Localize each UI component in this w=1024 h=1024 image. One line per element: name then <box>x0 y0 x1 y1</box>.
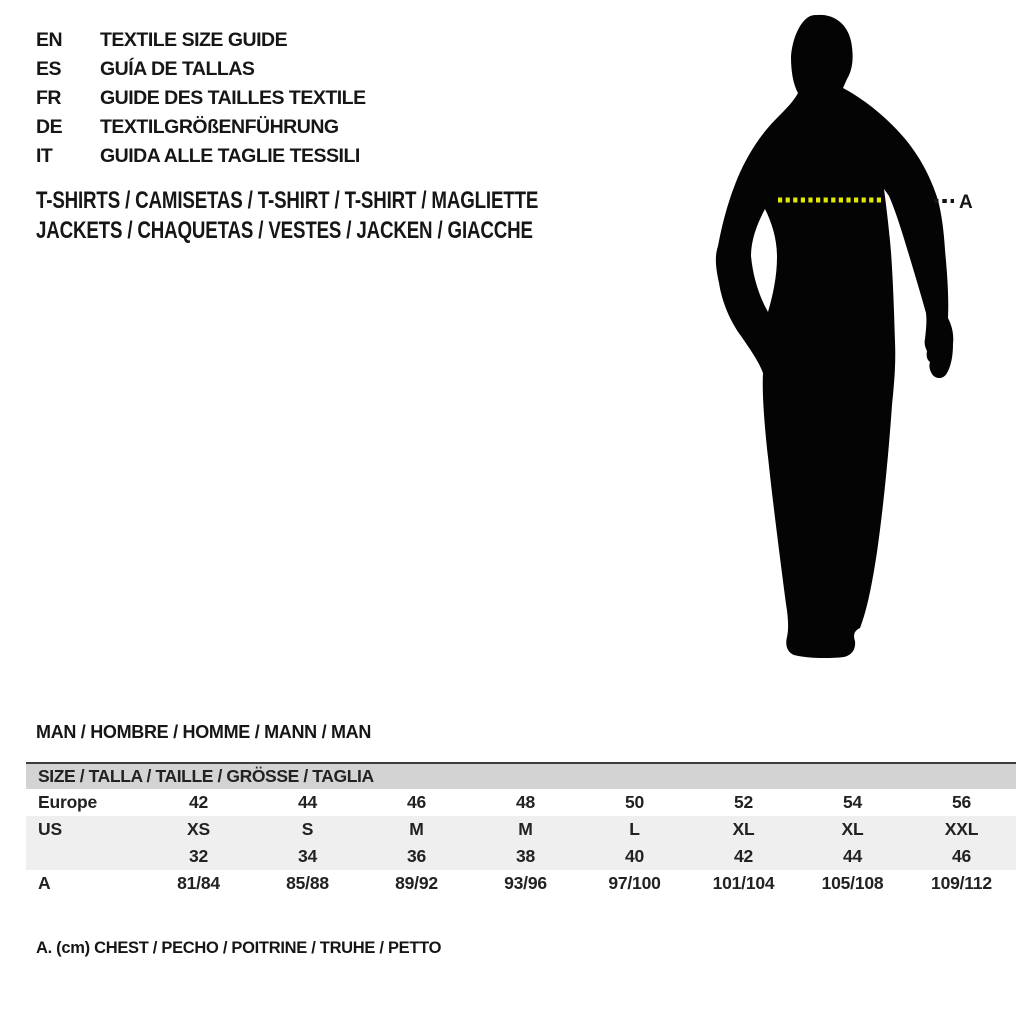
size-cell: 34 <box>253 843 362 870</box>
size-cell: 54 <box>842 792 863 812</box>
size-cell: XXL <box>907 816 1016 843</box>
size-cell: XL <box>689 816 798 843</box>
measure-label-a: A <box>959 192 973 213</box>
category-line-jackets: JACKETS / CHAQUETAS / VESTES / JACKEN / GIACCHE <box>36 217 533 244</box>
garment-categories <box>36 186 538 246</box>
language-code: EN <box>36 29 63 51</box>
language-label: TEXTILE SIZE GUIDE <box>100 29 288 51</box>
category-line-tshirts: T-SHIRTS / CAMISETAS / T-SHIRT / T-SHIRT / MAGLIETTE <box>36 187 539 214</box>
size-cell: 93/96 <box>504 873 547 893</box>
size-cell: 44 <box>798 843 907 870</box>
measurement-footnote: A. (cm) CHEST / PECHO / POITRINE / TRUHE / PETTO <box>36 939 442 957</box>
language-code: ES <box>36 58 62 80</box>
size-guide-figure <box>700 0 1024 700</box>
language-code: DE <box>36 116 63 138</box>
size-table-header-row <box>26 763 1016 789</box>
size-cell: M <box>362 816 471 843</box>
size-cell: XS <box>144 816 253 843</box>
row-label: US <box>26 816 144 843</box>
size-cell: L <box>580 816 689 843</box>
size-cell: 42 <box>188 792 209 812</box>
size-cell: 40 <box>580 843 689 870</box>
size-cell: 44 <box>297 792 318 812</box>
table-row <box>26 789 1016 816</box>
size-cell: S <box>253 816 362 843</box>
size-cell: M <box>471 816 580 843</box>
table-row <box>26 843 1016 870</box>
size-cell: 38 <box>471 843 580 870</box>
language-code: IT <box>36 145 53 167</box>
size-cell: 105/108 <box>821 873 884 893</box>
size-table-header: SIZE / TALLA / TAILLE / GRÖSSE / TAGLIA <box>26 763 1016 789</box>
size-cell: 101/104 <box>712 873 775 893</box>
section-title-man: MAN / HOMBRE / HOMME / MANN / MAN <box>36 722 372 742</box>
language-item <box>36 84 366 113</box>
size-cell: XL <box>798 816 907 843</box>
size-cell: 32 <box>144 843 253 870</box>
size-cell: 48 <box>515 792 536 812</box>
language-label: TEXTILGRÖßENFÜHRUNG <box>100 116 339 138</box>
size-cell: 36 <box>362 843 471 870</box>
row-label: A <box>38 873 51 893</box>
size-table <box>26 762 1016 897</box>
size-cell: 97/100 <box>608 873 661 893</box>
language-code: FR <box>36 87 61 109</box>
language-item <box>36 26 366 55</box>
language-guide <box>36 26 366 171</box>
size-table-body <box>26 789 1016 897</box>
size-cell: 81/84 <box>177 873 220 893</box>
table-row <box>26 870 1016 897</box>
size-cell: 50 <box>624 792 645 812</box>
language-item <box>36 142 366 171</box>
language-label: GUIDE DES TAILLES TEXTILE <box>100 87 366 109</box>
table-row <box>26 816 1016 843</box>
size-cell: 89/92 <box>395 873 438 893</box>
size-cell: 56 <box>951 792 972 812</box>
man-silhouette-icon <box>716 15 953 658</box>
language-label: GUÍA DE TALLAS <box>100 58 255 80</box>
row-label: Europe <box>38 792 98 812</box>
language-item <box>36 113 366 142</box>
size-cell: 109/112 <box>931 873 992 893</box>
language-item <box>36 55 366 84</box>
size-cell: 42 <box>689 843 798 870</box>
size-cell: 52 <box>733 792 754 812</box>
size-cell: 46 <box>406 792 427 812</box>
size-cell: 85/88 <box>286 873 329 893</box>
language-label: GUIDA ALLE TAGLIE TESSILI <box>100 145 360 167</box>
size-cell: 46 <box>907 843 1016 870</box>
row-label <box>26 843 144 870</box>
